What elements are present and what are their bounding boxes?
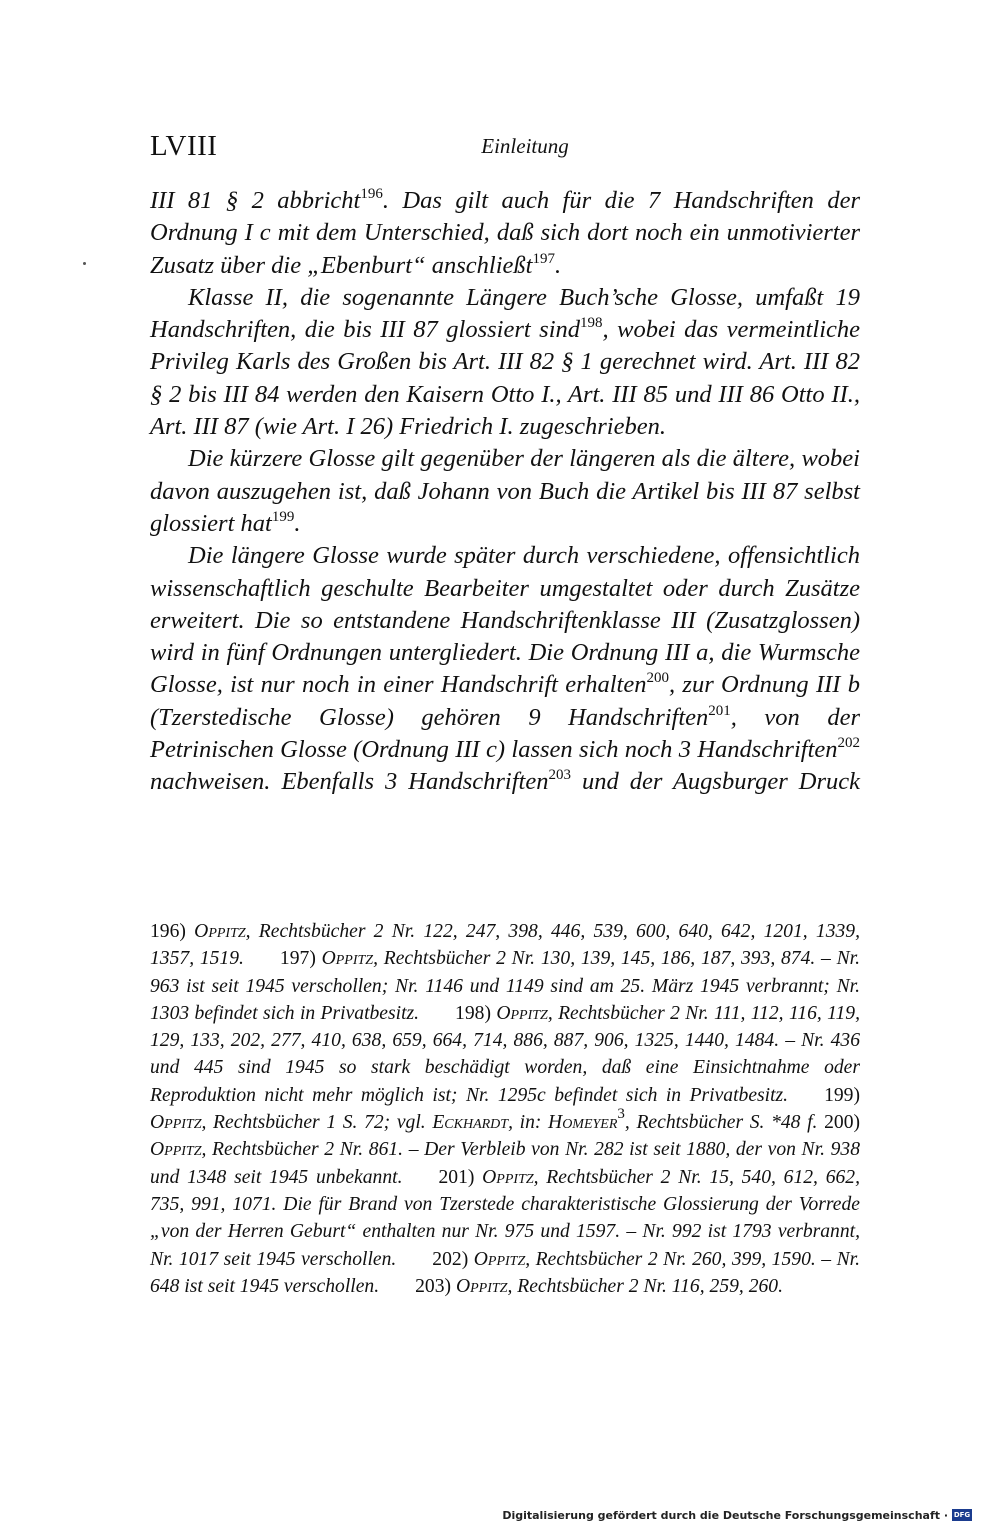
footnote-ref[interactable]: 198 (580, 315, 603, 332)
page-header (150, 130, 860, 170)
footnote-text: , Rechtsbücher 2 Nr. 861. – Der Verbleib von Nr. 282 ist seit 1880, der von Nr. 938 und 1348 seit 1945 unbekannt. (150, 1139, 860, 1188)
footnote-author: Oppitz (482, 1166, 534, 1188)
text-run: III 81 § 2 abbricht (150, 187, 361, 214)
footnote-block (150, 918, 860, 1300)
text-run: . Das gilt auch für die 7 Handschriften der Ordnung I c mit dem Unterschied, daß sich dort noch ein unmotivierter Zusatz über die „Ebenburt“ anschließt (150, 187, 860, 279)
text-run: nachweisen. Ebenfalls 3 Handschriften (150, 768, 549, 796)
text-run: . (294, 509, 301, 537)
main-text (150, 185, 860, 799)
footnote-author: Oppitz (321, 948, 374, 970)
footnote-text: , Rechtsbücher S. *48 f. (624, 1112, 818, 1134)
footnote-text: , Rechtsbücher 1 S. 72; vgl. (201, 1112, 433, 1134)
footnote-text: , Rechtsbücher 2 Nr. 130, 139, 145, 186, 187, 393, 874. – Nr. 963 ist seit 1945 verschollen; Nr. 1146 und 1149 sind am 25. März 1945 verbrannt; Nr. 1303 befindet sich in Privatbesitz. (150, 948, 860, 1024)
footnote-ref[interactable]: 203 (548, 767, 571, 784)
footnote-203 (415, 1276, 783, 1297)
footnote-text: , Rechtsbücher 2 Nr. 15, 540, 612, 662, 735, 991, 1071. Die für Brand von Tzerstede charakteristische Glossierung der Vorrede „von der Herren Geburt“ enthalten nur Nr. 975 und 1597. – Nr. 992 ist 1793 verbrannt, Nr. 1017 seit 1945 verschollen. (150, 1166, 860, 1270)
footnote-author: Oppitz (194, 921, 246, 942)
page-number: LVIII (150, 130, 218, 162)
footnote-author: Oppitz (496, 1002, 548, 1024)
text-run: , von der Petrinischen Glosse (Ordnung III c) lassen sich noch 3 Handschriften (150, 703, 860, 764)
text-run: Die kürzere Glosse gilt gegenüber der längeren als die ältere, wobei davon auszugehen ist, daß Johann von Buch die Artikel bis III 87 selbst glossiert hat (150, 445, 860, 537)
footnote-text: , Rechtsbücher 2 Nr. 260, 399, 1590. – Nr. 648 ist seit 1945 verschollen. (150, 1248, 861, 1297)
footnote-author: Homeyer (548, 1112, 618, 1134)
paragraph-4 (150, 540, 860, 798)
paragraph-3 (150, 443, 860, 540)
text-run: und der Augsburger Druck (570, 768, 860, 796)
footnote-number: 200) (824, 1112, 861, 1134)
footnote-author: Oppitz (455, 1275, 508, 1297)
footnote-ref[interactable]: 200 (646, 670, 669, 687)
footnote-number: 198) (455, 1002, 491, 1024)
footnote-number: 201) (438, 1166, 475, 1188)
footnote-author: Oppitz (150, 1139, 202, 1161)
footer-text: Digitalisierung gefördert durch die Deutsche Forschungsgemeinschaft · (502, 1508, 948, 1522)
edition-superscript: 3 (617, 1106, 625, 1123)
footnote-number: 203) (415, 1275, 452, 1297)
footnote-text: , Rechtsbücher 2 Nr. 116, 259, 260. (507, 1275, 783, 1297)
footnote-ref[interactable]: 199 (271, 508, 295, 525)
dfg-logo: DFG (953, 1511, 971, 1519)
footnotes (150, 918, 860, 1300)
footnote-text: , Rechtsbücher 2 Nr. 111, 112, 116, 119, 129, 133, 202, 277, 410, 638, 659, 664, 714, 886, 887, 906, 1325, 1440, 1484. – Nr. 436 und 445 sind 1945 so stark beschädigt worden, daß eine Einsichtnahme oder Reproduktion nicht mehr möglich ist; Nr. 1295c befindet sich in Privatbesitz. (150, 1002, 860, 1106)
footnote-number: 199) (824, 1084, 860, 1106)
text-run: , zur Ordnung III b (Tzerstedische Glosse) gehören 9 Handschriften (150, 671, 860, 731)
footnote-ref[interactable]: 196 (360, 186, 383, 202)
footnote-author: Eckhardt (432, 1112, 509, 1134)
paragraph-2 (150, 282, 860, 443)
paragraph-1 (150, 185, 860, 282)
footnote-ref[interactable]: 202 (837, 735, 860, 752)
text-run: , wobei das vermeintliche Privileg Karls des Großen bis Art. III 82 § 1 gerechnet wird. Art. III 82 § 2 bis III 84 werden den Kaisern Otto I., Art. III 85 und III 86 Otto II., Art. III 87 (wie Art. I 26) Friedrich I. zugeschrieben. (150, 316, 861, 441)
footnote-ref[interactable]: 201 (708, 702, 731, 719)
text-run: Klasse II, die sogenannte Längere Buch’sche Glosse, umfaßt 19 Handschriften, die bis III 87 glossiert sind (150, 283, 860, 344)
footnote-number: 202) (432, 1248, 469, 1270)
footnote-author: Oppitz (473, 1248, 526, 1270)
digitization-footer (502, 1505, 972, 1525)
footnote-number: 197) (279, 948, 316, 970)
footnote-number: 196) (150, 921, 186, 942)
footnote-text: , Rechtsbücher 2 Nr. 122, 247, 398, 446, 539, 600, 640, 642, 1201, 1339, 1357, 1519. (150, 921, 860, 970)
footnote-ref[interactable]: 197 (532, 250, 555, 267)
scan-speck (83, 262, 86, 265)
text-run: Die längere Glosse wurde später durch verschiedene, offensichtlich wissenschaftlich geschulte Bearbeiter umgestaltet oder durch Zusätze erweitert. Die so entstandene Handschriftenklasse III (Zusatzglossen) wird in fünf Ordnungen untergliedert. Die Ordnung III a, die Wurmsche Glosse, ist nur noch in einer Handschrift erhalten (150, 542, 860, 699)
running-title: Einleitung (481, 134, 569, 158)
text-run: . (554, 251, 562, 279)
footnote-author: Oppitz (150, 1112, 202, 1134)
footnote-text: , in: (508, 1112, 549, 1134)
